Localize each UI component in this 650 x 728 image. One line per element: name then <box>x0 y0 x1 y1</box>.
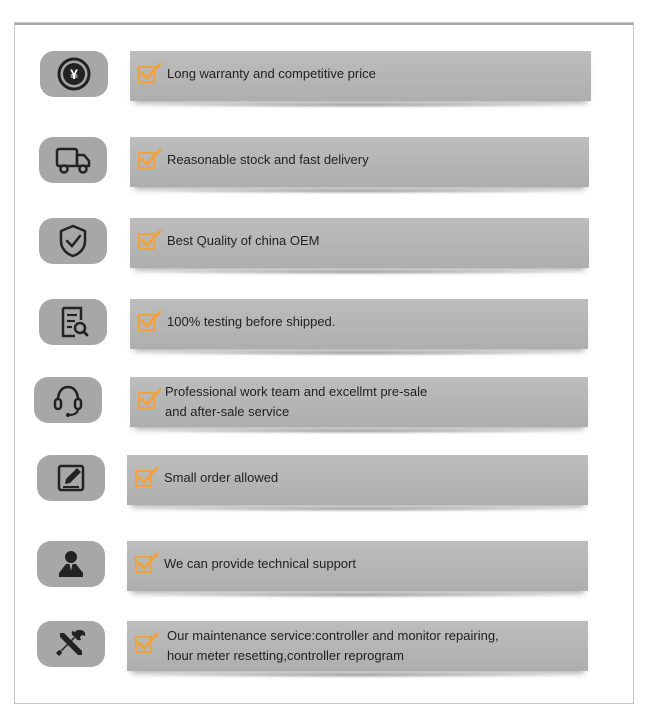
feature-text <box>167 626 499 666</box>
svg-text:¥: ¥ <box>70 66 78 82</box>
check-icon <box>138 148 162 170</box>
icon-tile <box>37 541 105 587</box>
feature-banner <box>130 218 589 268</box>
feature-banner <box>127 541 588 591</box>
tools-icon <box>51 624 91 664</box>
icon-tile <box>39 218 107 264</box>
icon-tile <box>37 455 105 501</box>
check-icon <box>135 552 159 574</box>
check-icon <box>138 310 162 332</box>
feature-text-line: Our maintenance service:controller and monitor repairing, <box>167 628 499 643</box>
feature-text: We can provide technical support <box>164 556 356 571</box>
check-icon <box>138 388 162 410</box>
check-icon <box>135 632 159 654</box>
inspection-report-icon <box>53 302 93 342</box>
user-support-icon <box>51 544 91 584</box>
feature-text: Long warranty and competitive price <box>167 66 376 81</box>
feature-text: Small order allowed <box>164 470 279 485</box>
feature-row <box>15 299 635 353</box>
feature-row <box>15 455 635 509</box>
icon-tile <box>34 377 102 423</box>
feature-banner <box>130 137 589 187</box>
features-panel <box>14 22 634 704</box>
feature-text-line: hour meter resetting,controller reprogram <box>167 648 404 663</box>
feature-banner <box>130 51 591 101</box>
feature-row <box>15 541 635 595</box>
shield-check-icon <box>53 221 93 261</box>
icon-tile <box>39 299 107 345</box>
feature-row <box>15 218 635 272</box>
edit-document-icon <box>51 458 91 498</box>
feature-text <box>165 382 427 422</box>
feature-banner <box>127 621 588 671</box>
feature-text: Best Quality of china OEM <box>167 233 320 248</box>
feature-row <box>15 377 635 431</box>
feature-text: 100% testing before shipped. <box>167 314 336 329</box>
feature-text-line: and after-sale service <box>165 404 290 419</box>
icon-tile <box>40 51 108 97</box>
delivery-truck-icon <box>53 140 93 180</box>
feature-banner <box>130 377 588 427</box>
headset-icon <box>48 380 88 420</box>
feature-text-line: Professional work team and excellmt pre-sale <box>165 384 428 399</box>
yen-coin-icon <box>54 54 94 94</box>
icon-tile <box>39 137 107 183</box>
feature-text: Reasonable stock and fast delivery <box>167 152 369 167</box>
check-icon <box>138 229 162 251</box>
feature-row <box>15 51 635 105</box>
check-icon <box>135 466 159 488</box>
icon-tile <box>37 621 105 667</box>
feature-row <box>15 621 635 675</box>
check-icon <box>138 62 162 84</box>
feature-row <box>15 137 635 191</box>
feature-banner <box>127 455 588 505</box>
feature-banner <box>130 299 588 349</box>
